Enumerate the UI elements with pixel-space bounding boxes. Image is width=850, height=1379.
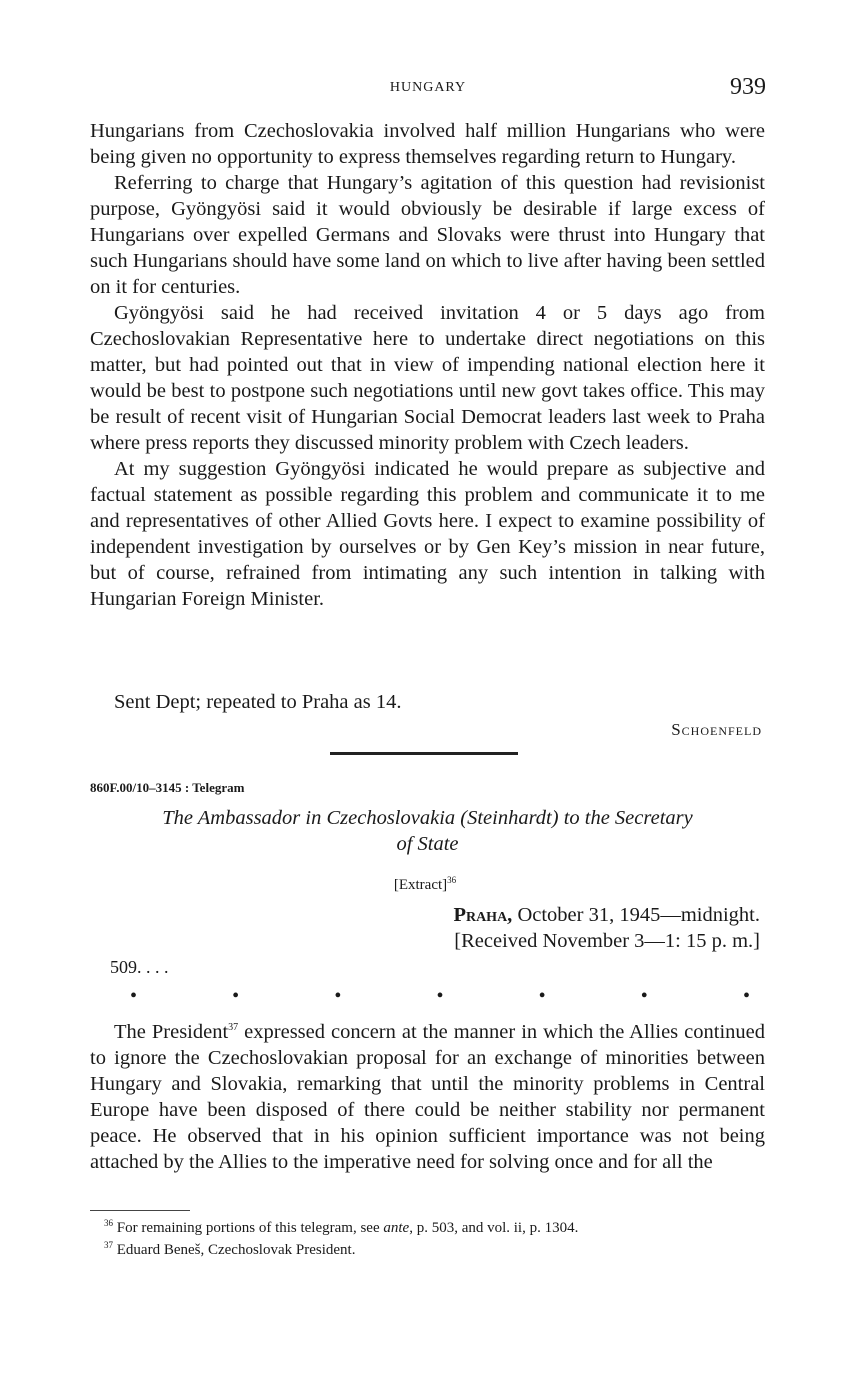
body-text-upper: [90, 118, 765, 612]
message-number: 509. . . .: [110, 957, 169, 977]
footnote-mark: 37: [104, 1240, 113, 1250]
footnote-ref: 37: [228, 1022, 239, 1033]
page-number: 939: [730, 74, 766, 100]
omission-dot: •: [538, 985, 546, 1007]
page-header: [90, 74, 766, 104]
omission-dot: •: [334, 985, 342, 1007]
omission-dot: •: [130, 985, 138, 1007]
paragraph: [90, 1015, 765, 1175]
title-line: The Ambassador in Czechoslovakia (Steinhardt) to the Secretary: [162, 807, 693, 829]
omission-dot: •: [232, 985, 240, 1007]
title-line: of State: [396, 833, 459, 855]
paragraph-rest: expressed concern at the manner in which the Allies continued to ignore the Czechoslovakian proposal for an exchange of minorities between Hungary and Slovakia, remarking that until the minority problems in Central Europe have been disposed of there could be neither stability nor permanent peace. He observed that in his opinion sufficient importance was not being attached by the Allies to the imperative need for solving once and for all the: [90, 1020, 765, 1173]
footnote-text: For remaining portions of this telegram, see: [113, 1220, 384, 1236]
footnote-37: [104, 1237, 764, 1259]
footnote-36: [104, 1215, 764, 1237]
footnote-text: Eduard Beneš, Czechoslovak President.: [113, 1242, 356, 1258]
paragraph: At my suggestion Gyöngyösi indicated he would prepare as subjective and factual statement as possible regarding this problem and communicate it to me and representatives of other Allied Govts here. I expect to examine possibility of independent investigation by ourselves or by Gen Key’s mission in near future, but of course, refrained from intimating any such intention in talking with Hungarian Foreign Minister.: [90, 458, 765, 610]
section-divider: [330, 752, 518, 755]
dateline-place: Praha,: [453, 904, 513, 926]
footnote-rule: [90, 1210, 190, 1211]
footnote-ref: 36: [447, 875, 457, 885]
file-number: 860F.00/10–3145 : Telegram: [90, 780, 245, 795]
paragraph: Gyöngyösi said he had received invitation 4 or 5 days ago from Czechoslovakian Representative here to undertake direct negotiations on this matter, but had pointed out that in view of impending national election here it would be best to postpone such negotiations until new govt takes office. This may be result of recent visit of Hungarian Social Democrat leaders last week to Praha where press reports they discussed minority problem with Czech leaders.: [90, 302, 765, 454]
body-text-lower: [90, 1015, 765, 1175]
sent-line: Sent Dept; repeated to Praha as 14.: [114, 691, 402, 713]
footnote-text: , p. 503, and vol. ii, p. 1304.: [409, 1220, 579, 1236]
omission-dot: •: [640, 985, 648, 1007]
received-line: [Received November 3—1: 15 p. m.]: [454, 930, 760, 952]
footnotes: [104, 1215, 764, 1259]
omission-dot: •: [436, 985, 444, 1007]
omission-dot: •: [742, 985, 750, 1007]
running-head: HUNGARY: [389, 80, 467, 95]
signature: Schoenfeld: [671, 720, 762, 739]
extract-text: [Extract]: [393, 877, 448, 893]
paragraph-lead: The President: [114, 1020, 229, 1043]
paragraph: Referring to charge that Hungary’s agitation of this question had revisionist purpose, Gyöngyösi said it would obviously be desirable if large excess of Hungarians over expelled Germans and Slovaks were thrust into Hungary that such Hungarians should have some land on which to live after having been settled on it for centuries.: [90, 172, 765, 298]
dateline-date: October 31, 1945—midnight.: [512, 904, 760, 926]
paragraph: Hungarians from Czechoslovakia involved half million Hungarians who were being given no opportunity to express themselves regarding return to Hungary.: [90, 120, 765, 168]
dateline: [453, 902, 760, 954]
footnote-mark: 36: [104, 1218, 113, 1228]
footnote-text: ante: [383, 1220, 410, 1236]
document-title: [90, 805, 765, 857]
omission-dots: [130, 985, 750, 1008]
extract-label: [0, 875, 850, 894]
